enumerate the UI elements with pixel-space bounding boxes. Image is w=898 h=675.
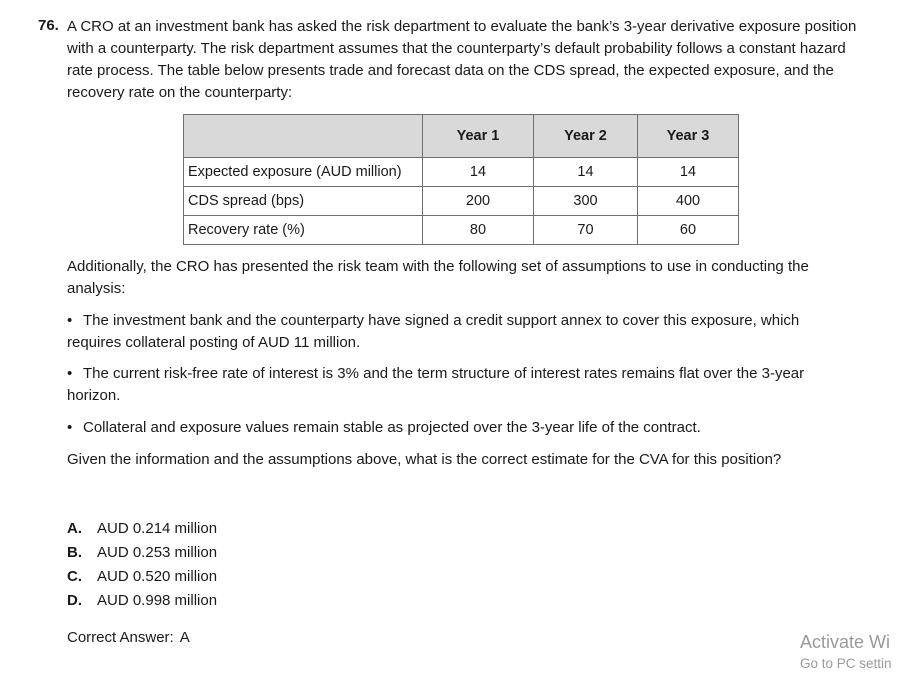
option-b[interactable] — [67, 541, 217, 565]
table-cell: 200 — [423, 187, 534, 216]
bullet-icon: • — [67, 312, 73, 329]
table-header-row — [184, 115, 739, 158]
option-c[interactable] — [67, 565, 217, 589]
assumption-bullet — [67, 417, 857, 439]
option-text: AUD 0.520 million — [97, 568, 218, 585]
table-cell: 300 — [534, 187, 638, 216]
table-header-year-2: Year 2 — [534, 115, 638, 158]
option-text: AUD 0.998 million — [97, 592, 218, 609]
bullet-icon: • — [67, 365, 73, 382]
correct-answer-label: Correct Answer: — [67, 629, 174, 646]
option-d[interactable] — [67, 589, 217, 613]
table-row — [184, 158, 739, 187]
question-number: 76. — [38, 17, 59, 34]
option-letter: C. — [67, 568, 82, 585]
table-cell: 80 — [423, 216, 534, 245]
table-cell: 14 — [534, 158, 638, 187]
table-cell: 70 — [534, 216, 638, 245]
question-text: A CRO at an investment bank has asked the risk department to evaluate the bank’s 3-year derivative exposure position with a counterparty. The risk department assumes that the counterparty’s default probability follows a constant hazard rate process. The table below presents trade and forecast data on the CDS spread, the expected exposure, and the recovery rate on the counterparty: — [67, 18, 857, 101]
option-letter: D. — [67, 592, 82, 609]
answer-options — [67, 517, 217, 613]
option-a[interactable] — [67, 517, 217, 541]
table-header-year-1: Year 1 — [423, 115, 534, 158]
table-cell: 60 — [638, 216, 739, 245]
table-cell: 400 — [638, 187, 739, 216]
table-row — [184, 216, 739, 245]
option-text: AUD 0.214 million — [97, 520, 218, 537]
bullet-icon: • — [67, 419, 73, 436]
table-header-year-3: Year 3 — [638, 115, 739, 158]
table-cell: 14 — [423, 158, 534, 187]
assumption-bullet — [67, 363, 857, 407]
bullet-text: The investment bank and the counterparty have signed a credit support annex to cover this exposure, which requires collateral posting of AUD 11 million. — [67, 312, 800, 351]
question-prompt: Given the information and the assumptions above, what is the correct estimate for the CVA for this position? — [67, 451, 782, 468]
correct-answer — [67, 629, 196, 646]
option-text: AUD 0.253 million — [97, 544, 218, 561]
correct-answer-value: A — [179, 629, 190, 646]
option-letter: A. — [67, 520, 82, 537]
table-header-corner — [184, 115, 423, 158]
watermark-subtitle: Go to PC settin — [800, 656, 892, 671]
row-label: Recovery rate (%) — [184, 216, 423, 245]
table-row — [184, 187, 739, 216]
assumption-bullet — [67, 310, 857, 354]
row-label: CDS spread (bps) — [184, 187, 423, 216]
option-letter: B. — [67, 544, 82, 561]
bullet-text: Collateral and exposure values remain stable as projected over the 3-year life of the contract. — [83, 419, 701, 436]
bullet-text: The current risk-free rate of interest is 3% and the term structure of interest rates remains flat over the 3-year horizon. — [67, 365, 805, 404]
watermark-title: Activate Wi — [800, 632, 891, 652]
row-label: Expected exposure (AUD million) — [184, 158, 423, 187]
table-cell: 14 — [638, 158, 739, 187]
data-table — [183, 114, 739, 245]
assumptions-intro: Additionally, the CRO has presented the risk team with the following set of assumptions to use in conducting the analysis: — [67, 258, 809, 297]
activation-watermark — [800, 632, 892, 671]
